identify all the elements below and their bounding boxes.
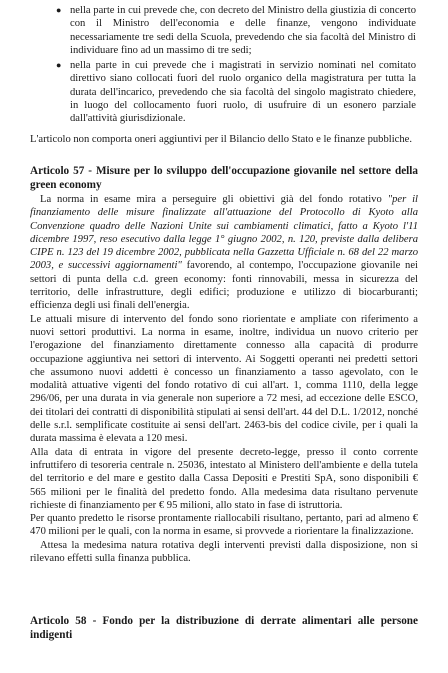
bullet-icon: ● [56, 60, 62, 71]
list-item-text: nella parte in cui prevede che, con decreto del Ministro della giustizia di concerto con il Ministro dell'economia e delle finanze, vengono individuate necessariamente tre sedi della Scuola, prevedendo che sia facoltà del Ministro di individuare fino ad un massimo di tre sedi; [70, 5, 416, 56]
bullet-icon: ● [56, 5, 62, 15]
paragraph: Per quanto predetto le risorse prontamente riallocabili risultano, pertanto, pari ad almeno € 470 milioni per le quali, con la norma in esame, si provvede a riorientare la finalizzazione. [30, 513, 418, 538]
paragraph: La norma in esame mira a perseguire gli obiettivi già del fondo rotativo "per il finanziamento delle misure finalizzate all'attuazione del Protocollo di Kyoto alla Convenzione quadro delle Nazioni Unite sui cambiamenti climatici, fatto a Kyoto l'11 dicembre 1997, reso esecutivo dalla legge 1° giugno 2002, n. 120, previste dalla delibera CIPE n. 123 del 19 dicembre 2002, pubblicata nella Gazzetta Ufficiale n. 68 del 22 marzo 2003, e successivi aggiornamenti" favorendo, al contempo, l'occupazione giovanile nei settori di punta della c.d. green economy: fonti rinnovabili, messa in sicurezza del territorio, delle infrastrutture, degli edifici; produzione e utilizzo di biocarburanti; efficienza degli usi finali dell'energia. [30, 194, 418, 312]
paragraph: Le attuali misure di intervento del fondo sono riorientate e ampliate con riferimento a nuovi settori produttivi. La norma in esame, inoltre, individua un nuovo criterio per l'erogazione del finanziamento direttamente connesso alla capacità di produrre occupazione aggiuntiva nei settori di intervento. Ai Soggetti operanti nei predetti settori che assumono nuovi addetti è concesso un finanziamento a tasso agevolato, con le modalità attuative vigenti del fondo rotativo di cui all'art. 1, comma 1110, della legge 296/06, per una durata in via generale non superiore a 72 mesi, ad eccezione delle ESCO, dei titolari dei contratti di disponibilità stipulati ai sensi dell'art. 44 del D.L. 1/2012, nonché delle s.r.l. semplificate costituite ai sensi dell'art. 2463-bis del codice civile, per i quali la durata massima è elevata a 120 mesi. [30, 313, 418, 445]
article-58-title: Articolo 58 - Fondo per la distribuzione di derrate alimentari alle persone indigenti [30, 615, 418, 641]
list-item [56, 4, 416, 57]
article-57-body [30, 193, 418, 565]
italic-citation: "per il finanziamento delle misure finalizzate all'attuazione del Protocollo di Kyoto alla Convenzione quadro delle Nazioni Unite sui cambiamenti climatici, fatto a Kyoto l'11 dicembre 1997, reso esecutivo dalla legge 1° giugno 2002, n. 120, previste dalla delibera CIPE n. 123 del 19 dicembre 2002, pubblicata nella Gazzetta Ufficiale n. 68 del 22 marzo 2003, e successivi aggiornamenti" [30, 194, 418, 272]
paragraph: Alla data di entrata in vigore del presente decreto-legge, presso il conto corrente infruttifero di tesoreria centrale n. 25036, intestato al Ministero dell'ambiente e della tutela del territorio e del mare e gestito dalla Cassa Depositi e Prestiti SpA, sono disponibili € 565 milioni per le finalità del predetto fondo. Alla medesima data risultano pervenute richieste di finanziamento per € 95 milioni, allo stato in fase di istruttoria. [30, 446, 418, 511]
closing-sentence: L'articolo non comporta oneri aggiuntivi per il Bilancio dello Stato e le finanze pubbliche. [30, 134, 412, 145]
bullet-list [56, 4, 416, 128]
list-item-text: nella parte in cui prevede che i magistrati in servizio nominati nel comitato direttivo siano collocati fuori del ruolo organico della magistratura per tutta la durata dell'incarico, prevedendo che sia facoltà del singolo magistrato chiedere, in luogo del collocamento fuori ruolo, di usufruire di un esonero parziale dall'attività giurisdizionale. [70, 60, 416, 125]
paragraph: Attesa la medesima natura rotativa degli interventi previsti dalla disposizione, non si rilevano effetti sulla finanza pubblica. [30, 539, 418, 565]
article-57-title: Articolo 57 - Misure per lo sviluppo dell'occupazione giovanile nel settore della green economy [30, 165, 418, 191]
list-item [56, 59, 416, 125]
